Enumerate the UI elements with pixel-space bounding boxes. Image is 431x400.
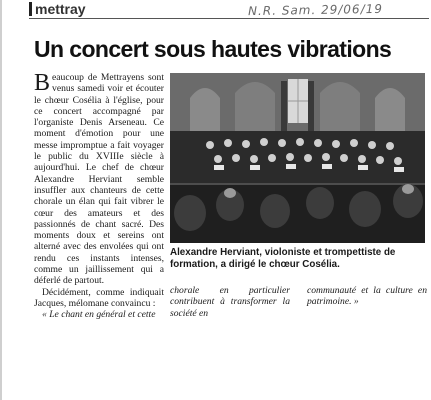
dropcap: B	[34, 70, 51, 96]
scan-edge	[0, 0, 2, 400]
headline: Un concert sous hautes vibrations	[34, 36, 392, 62]
continuation-left: chorale en particulier contribuent à transformer la société en	[170, 285, 290, 319]
section-rule	[29, 18, 429, 19]
concert-photo-graphic	[170, 73, 425, 243]
lead-column	[34, 72, 164, 321]
handwritten-annotation: N.R. Sam. 29/06/19	[247, 1, 384, 19]
quote-start: « Le chant en général et cette	[42, 309, 156, 321]
second-paragraph	[34, 287, 164, 310]
continuation-right: communauté et la culture en patrimoine. »	[307, 285, 427, 308]
second-paragraph-text: Décidément, comme indiquait Jacques, mélomane convaincu :	[34, 286, 164, 309]
concert-photo	[170, 73, 425, 243]
lead-paragraph	[34, 72, 164, 287]
lead-text: eaucoup de Mettrayens sont venus samedi voir et écouter le chœur Cosélia à l'église, pour ce concert accompagné par l'organiste Denis Arseneau. Ce moment d'émotion pour une messe impromptue a fait voyager le public du XVIIIe siècle à aujourd'hui. Le chef de chœur Alexandre Herviant semble insuffler aux chanteurs de cette chorale un élan qui fait vibrer le cœur des amateurs et des passionnés de chant sacré. Des moments doux et sereins ont alterné avec des envolées qui ont rendu ces instants intenses, comme un jaillissement qui a déferlé de partout.	[34, 72, 164, 287]
photo-caption: Alexandre Herviant, violoniste et trompettiste de formation, a dirigé le chœur Cosélia.	[170, 247, 396, 270]
section-marker	[29, 2, 32, 16]
section-title: mettray	[35, 1, 86, 17]
